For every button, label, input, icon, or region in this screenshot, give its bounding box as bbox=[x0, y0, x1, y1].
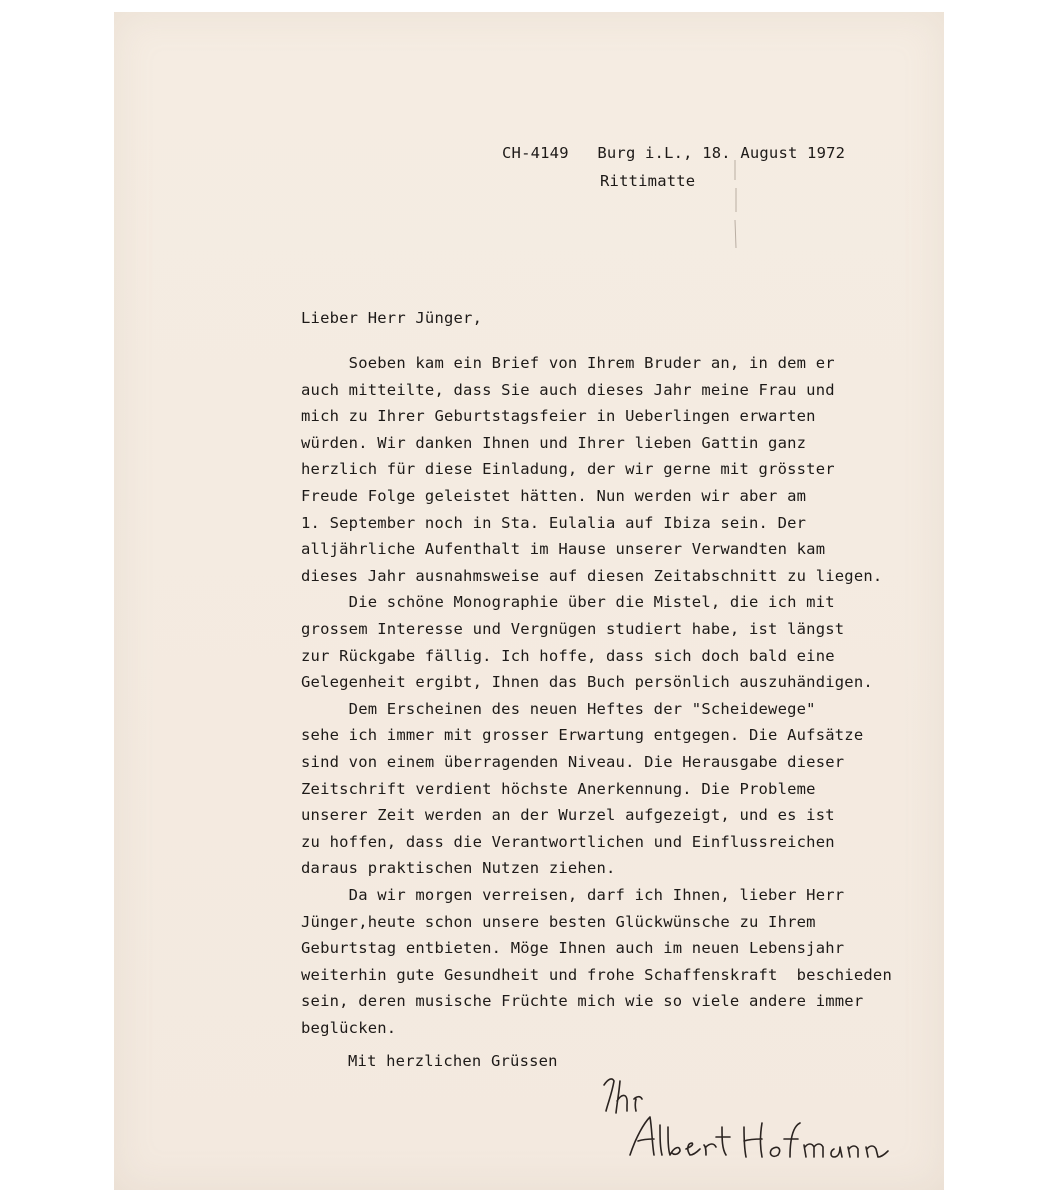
body-text-line: Freude Folge geleistet hätten. Nun werden wir aber am bbox=[301, 487, 807, 505]
body-text-line: Gelegenheit ergibt, Ihnen das Buch persönlich auszuhändigen. bbox=[301, 673, 873, 692]
paper-crease bbox=[732, 160, 734, 250]
body-text-line: auch mitteilte, dass Sie auch dieses Jahr meine Frau und bbox=[301, 380, 835, 399]
body-text-line: alljährliche Aufenthalt im Hause unserer Verwandten kam bbox=[301, 540, 826, 559]
salutation: Lieber Herr Jünger, bbox=[301, 309, 483, 327]
letter-page bbox=[114, 12, 944, 1190]
letter-header bbox=[502, 144, 845, 162]
body-text-line: grossem Interesse und Vergnügen studiert habe, ist längst bbox=[301, 620, 845, 638]
body-text-line: Zeitschrift verdient höchste Anerkennung. Die Probleme bbox=[301, 779, 816, 798]
body-text-line: Geburtstag entbieten. Möge Ihnen auch im neuen Lebensjahr bbox=[301, 939, 845, 958]
body-text-line: mich zu Ihrer Geburtstagsfeier in Ueberlingen erwarten bbox=[301, 407, 816, 426]
body-text-line: beglücken. bbox=[301, 1019, 397, 1037]
postcode: CH-4149 bbox=[502, 144, 569, 162]
body-text-line: Dem Erscheinen des neuen Heftes der "Scheidewege" bbox=[301, 699, 816, 718]
body-text-line: sein, deren musische Früchte mich wie so viele andere immer bbox=[301, 992, 864, 1011]
body-text-line: Da wir morgen verreisen, darf ich Ihnen, lieber Herr bbox=[301, 886, 845, 904]
body-text-line: herzlich für diese Einladung, der wir gerne mit grösster bbox=[301, 460, 835, 479]
body-text-line: unserer Zeit werden an der Wurzel aufgezeigt, und es ist bbox=[301, 806, 835, 825]
body-text-line: Die schöne Monographie über die Mistel, die ich mit bbox=[301, 593, 835, 612]
body-text-line: dieses Jahr ausnahmsweise auf diesen Zeitabschnitt zu liegen. bbox=[301, 566, 883, 585]
closing: Mit herzlichen Grüssen bbox=[348, 1052, 558, 1070]
handwritten-signature bbox=[594, 1067, 914, 1167]
place-date: Burg i.L., 18. August 1972 bbox=[597, 144, 846, 162]
body-text-line: Soeben kam ein Brief von Ihrem Bruder an, in dem er bbox=[301, 354, 835, 372]
body-text-line: 1. September noch in Sta. Eulalia auf Ibiza sein. Der bbox=[301, 513, 807, 532]
body-text-line: sind von einem überragenden Niveau. Die Herausgabe dieser bbox=[301, 753, 845, 771]
street-address: Rittimatte bbox=[600, 172, 696, 190]
body-text-line: zu hoffen, dass die Verantwortlichen und Einflussreichen bbox=[301, 832, 835, 851]
body-text-line: Jünger,heute schon unsere besten Glückwünsche zu Ihrem bbox=[301, 912, 816, 931]
body-text-line: zur Rückgabe fällig. Ich hoffe, dass sich doch bald eine bbox=[301, 646, 835, 665]
body-text-line: weiterhin gute Gesundheit und frohe Schaffenskraft beschieden bbox=[301, 965, 892, 984]
body-text-line: sehe ich immer mit grosser Erwartung entgegen. Die Aufsätze bbox=[301, 726, 864, 745]
body-text-line: würden. Wir danken Ihnen und Ihrer lieben Gattin ganz bbox=[301, 433, 807, 452]
body-text-line: daraus praktischen Nutzen ziehen. bbox=[301, 859, 616, 878]
